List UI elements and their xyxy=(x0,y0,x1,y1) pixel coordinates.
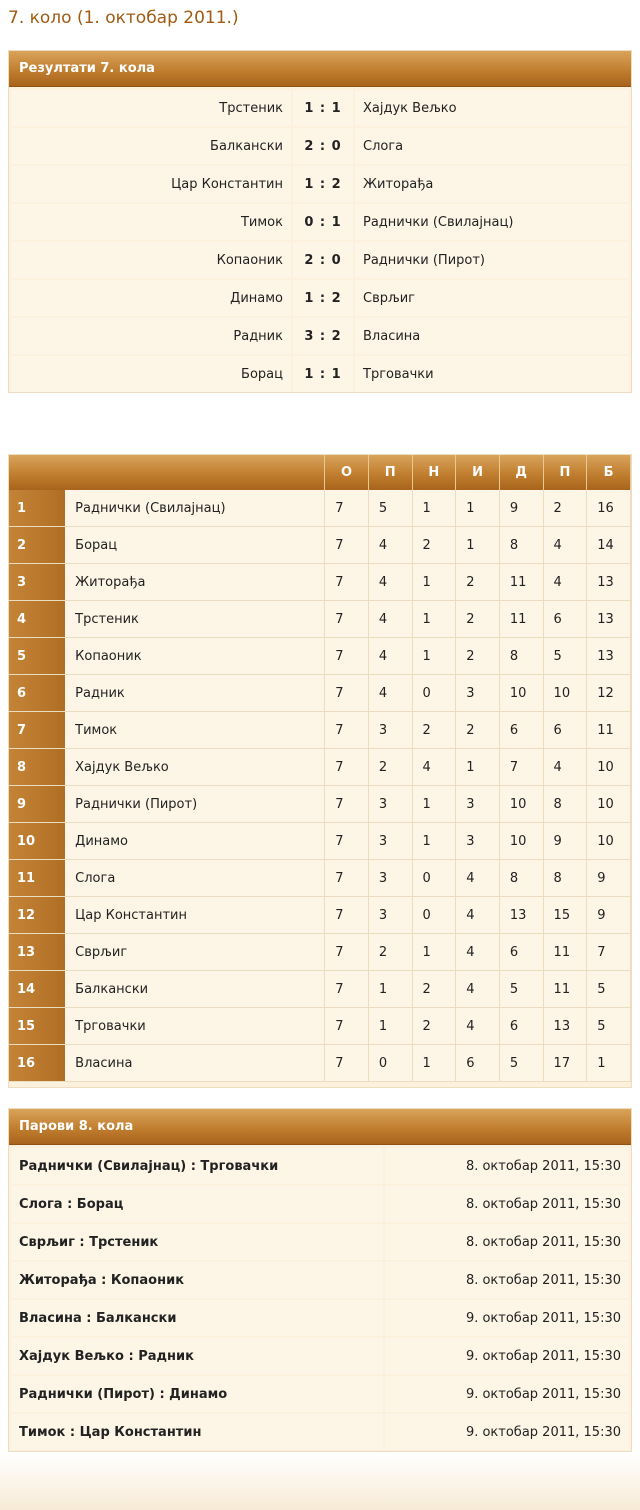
stat-cell: 7 xyxy=(325,1008,369,1045)
fixtures-panel xyxy=(8,1108,632,1452)
position-cell: 12 xyxy=(9,897,65,934)
stat-cell: 2 xyxy=(544,490,588,527)
match-score: 2 : 0 xyxy=(293,242,353,278)
position-cell: 8 xyxy=(9,749,65,786)
stat-cell: 4 xyxy=(413,749,457,786)
team-name: Тимок xyxy=(65,712,325,749)
stat-cell: 3 xyxy=(456,786,500,823)
standings-row xyxy=(9,490,631,527)
standings-column-header: Н xyxy=(413,455,457,490)
standings-row xyxy=(9,1045,631,1082)
stat-cell: 2 xyxy=(456,712,500,749)
away-team: Раднички (Свилајнац) xyxy=(355,204,629,240)
stat-cell: 4 xyxy=(369,601,413,638)
fixture-date: 9. октобар 2011, 15:30 xyxy=(385,1376,629,1412)
footer-gradient xyxy=(0,1452,640,1510)
stat-cell: 5 xyxy=(544,638,588,675)
match-score: 1 : 1 xyxy=(293,356,353,392)
stat-cell: 8 xyxy=(544,860,588,897)
stat-cell: 4 xyxy=(456,897,500,934)
stat-cell: 2 xyxy=(369,934,413,971)
standings-row xyxy=(9,749,631,786)
fixture-match: Власина : Балкански xyxy=(11,1300,383,1336)
stat-cell: 0 xyxy=(369,1045,413,1082)
stat-cell: 7 xyxy=(325,897,369,934)
match-score: 1 : 2 xyxy=(293,280,353,316)
stat-cell: 7 xyxy=(325,971,369,1008)
standings-row xyxy=(9,601,631,638)
team-name: Радник xyxy=(65,675,325,712)
fixture-match: Сврљиг : Трстеник xyxy=(11,1224,383,1260)
stat-cell: 9 xyxy=(544,823,588,860)
stat-cell: 4 xyxy=(456,860,500,897)
stat-cell: 10 xyxy=(587,823,631,860)
home-team: Борац xyxy=(11,356,291,392)
stat-cell: 7 xyxy=(325,749,369,786)
fixture-match: Раднички (Пирот) : Динамо xyxy=(11,1376,383,1412)
stat-cell: 3 xyxy=(369,860,413,897)
stat-cell: 1 xyxy=(413,490,457,527)
standings-header-blank xyxy=(9,455,325,490)
stat-cell: 4 xyxy=(369,527,413,564)
position-cell: 1 xyxy=(9,490,65,527)
stat-cell: 5 xyxy=(500,971,544,1008)
stat-cell: 7 xyxy=(500,749,544,786)
result-row xyxy=(11,128,629,164)
position-cell: 3 xyxy=(9,564,65,601)
stat-cell: 7 xyxy=(587,934,631,971)
position-cell: 13 xyxy=(9,934,65,971)
stat-cell: 0 xyxy=(413,897,457,934)
position-cell: 6 xyxy=(9,675,65,712)
fixture-date: 9. октобар 2011, 15:30 xyxy=(385,1414,629,1450)
fixture-match: Раднички (Свилајнац) : Трговачки xyxy=(11,1148,383,1184)
position-cell: 10 xyxy=(9,823,65,860)
stat-cell: 8 xyxy=(500,860,544,897)
team-name: Сврљиг xyxy=(65,934,325,971)
team-name: Трстеник xyxy=(65,601,325,638)
result-row xyxy=(11,280,629,316)
home-team: Балкански xyxy=(11,128,291,164)
stat-cell: 8 xyxy=(544,786,588,823)
stat-cell: 14 xyxy=(587,527,631,564)
team-name: Хајдук Вељко xyxy=(65,749,325,786)
home-team: Трстеник xyxy=(11,90,291,126)
stat-cell: 3 xyxy=(369,897,413,934)
stat-cell: 7 xyxy=(325,823,369,860)
stat-cell: 13 xyxy=(587,601,631,638)
fixture-match: Хајдук Вељко : Радник xyxy=(11,1338,383,1374)
stat-cell: 0 xyxy=(413,675,457,712)
stat-cell: 5 xyxy=(587,1008,631,1045)
stat-cell: 6 xyxy=(544,601,588,638)
stat-cell: 2 xyxy=(413,971,457,1008)
position-cell: 11 xyxy=(9,860,65,897)
fixture-date: 8. октобар 2011, 15:30 xyxy=(385,1224,629,1260)
standings-row xyxy=(9,934,631,971)
stat-cell: 13 xyxy=(587,564,631,601)
standings-column-header: И xyxy=(456,455,500,490)
stat-cell: 7 xyxy=(325,638,369,675)
stat-cell: 7 xyxy=(325,675,369,712)
match-score: 3 : 2 xyxy=(293,318,353,354)
standings-row xyxy=(9,971,631,1008)
stat-cell: 6 xyxy=(544,712,588,749)
away-team: Власина xyxy=(355,318,629,354)
stat-cell: 6 xyxy=(456,1045,500,1082)
away-team: Трговачки xyxy=(355,356,629,392)
stat-cell: 7 xyxy=(325,712,369,749)
stat-cell: 8 xyxy=(500,638,544,675)
standings-column-header: Д xyxy=(500,455,544,490)
stat-cell: 1 xyxy=(413,1045,457,1082)
team-name: Балкански xyxy=(65,971,325,1008)
stat-cell: 3 xyxy=(369,712,413,749)
stat-cell: 2 xyxy=(456,638,500,675)
away-team: Житорађа xyxy=(355,166,629,202)
stat-cell: 2 xyxy=(413,712,457,749)
stat-cell: 10 xyxy=(500,675,544,712)
stat-cell: 7 xyxy=(325,527,369,564)
result-row xyxy=(11,166,629,202)
result-row xyxy=(11,242,629,278)
stat-cell: 2 xyxy=(456,564,500,601)
position-cell: 7 xyxy=(9,712,65,749)
stat-cell: 7 xyxy=(325,564,369,601)
stat-cell: 1 xyxy=(456,749,500,786)
stat-cell: 4 xyxy=(456,1008,500,1045)
team-name: Цар Константин xyxy=(65,897,325,934)
standings-row xyxy=(9,638,631,675)
stat-cell: 6 xyxy=(500,1008,544,1045)
stat-cell: 1 xyxy=(369,1008,413,1045)
fixtures-table xyxy=(9,1146,631,1452)
stat-cell: 4 xyxy=(369,638,413,675)
stat-cell: 7 xyxy=(325,786,369,823)
stat-cell: 3 xyxy=(456,675,500,712)
stat-cell: 10 xyxy=(500,786,544,823)
stat-cell: 4 xyxy=(544,527,588,564)
stat-cell: 2 xyxy=(413,527,457,564)
fixture-date: 8. октобар 2011, 15:30 xyxy=(385,1262,629,1298)
away-team: Слога xyxy=(355,128,629,164)
team-name: Копаоник xyxy=(65,638,325,675)
stat-cell: 11 xyxy=(500,564,544,601)
match-score: 1 : 1 xyxy=(293,90,353,126)
standings-column-header: П xyxy=(369,455,413,490)
home-team: Динамо xyxy=(11,280,291,316)
standings-row xyxy=(9,527,631,564)
standings-row xyxy=(9,897,631,934)
away-team: Раднички (Пирот) xyxy=(355,242,629,278)
fixtures-header: Парови 8. кола xyxy=(9,1109,631,1145)
home-team: Тимок xyxy=(11,204,291,240)
standings-row xyxy=(9,860,631,897)
fixture-row xyxy=(11,1338,629,1374)
standings-panel xyxy=(8,454,632,1088)
results-panel xyxy=(8,50,632,393)
fixture-row xyxy=(11,1262,629,1298)
team-name: Динамо xyxy=(65,823,325,860)
stat-cell: 8 xyxy=(500,527,544,564)
stat-cell: 13 xyxy=(500,897,544,934)
stat-cell: 2 xyxy=(369,749,413,786)
position-cell: 9 xyxy=(9,786,65,823)
stat-cell: 4 xyxy=(456,971,500,1008)
fixture-row xyxy=(11,1224,629,1260)
stat-cell: 9 xyxy=(587,897,631,934)
stat-cell: 16 xyxy=(587,490,631,527)
stat-cell: 0 xyxy=(413,860,457,897)
stat-cell: 11 xyxy=(544,934,588,971)
stat-cell: 1 xyxy=(413,638,457,675)
fixture-date: 8. октобар 2011, 15:30 xyxy=(385,1148,629,1184)
stat-cell: 1 xyxy=(456,527,500,564)
stat-cell: 11 xyxy=(500,601,544,638)
stat-cell: 3 xyxy=(369,786,413,823)
stat-cell: 5 xyxy=(500,1045,544,1082)
stat-cell: 13 xyxy=(587,638,631,675)
stat-cell: 7 xyxy=(325,490,369,527)
result-row xyxy=(11,90,629,126)
stat-cell: 2 xyxy=(413,1008,457,1045)
stat-cell: 9 xyxy=(587,860,631,897)
position-cell: 2 xyxy=(9,527,65,564)
position-cell: 5 xyxy=(9,638,65,675)
standings-row xyxy=(9,823,631,860)
standings-row xyxy=(9,675,631,712)
stat-cell: 11 xyxy=(587,712,631,749)
stat-cell: 10 xyxy=(500,823,544,860)
stat-cell: 1 xyxy=(413,786,457,823)
match-score: 2 : 0 xyxy=(293,128,353,164)
stat-cell: 10 xyxy=(587,749,631,786)
fixture-match: Тимок : Цар Константин xyxy=(11,1414,383,1450)
away-team: Сврљиг xyxy=(355,280,629,316)
stat-cell: 7 xyxy=(325,860,369,897)
stat-cell: 17 xyxy=(544,1045,588,1082)
stat-cell: 7 xyxy=(325,601,369,638)
team-name: Власина xyxy=(65,1045,325,1082)
stat-cell: 1 xyxy=(413,601,457,638)
fixture-match: Житорађа : Копаоник xyxy=(11,1262,383,1298)
team-name: Борац xyxy=(65,527,325,564)
fixture-date: 8. октобар 2011, 15:30 xyxy=(385,1186,629,1222)
standings-row xyxy=(9,564,631,601)
stat-cell: 11 xyxy=(544,971,588,1008)
position-cell: 14 xyxy=(9,971,65,1008)
standings-row xyxy=(9,786,631,823)
stat-cell: 1 xyxy=(369,971,413,1008)
match-score: 1 : 2 xyxy=(293,166,353,202)
standings-column-header: Б xyxy=(587,455,631,490)
team-name: Житорађа xyxy=(65,564,325,601)
stat-cell: 4 xyxy=(369,564,413,601)
stat-cell: 7 xyxy=(325,934,369,971)
standings-column-header: О xyxy=(325,455,369,490)
position-cell: 16 xyxy=(9,1045,65,1082)
fixture-date: 9. октобар 2011, 15:30 xyxy=(385,1338,629,1374)
stat-cell: 3 xyxy=(369,823,413,860)
team-name: Раднички (Свилајнац) xyxy=(65,490,325,527)
stat-cell: 1 xyxy=(413,564,457,601)
standings-column-header: П xyxy=(544,455,588,490)
result-row xyxy=(11,318,629,354)
stat-cell: 4 xyxy=(544,564,588,601)
home-team: Цар Константин xyxy=(11,166,291,202)
stat-cell: 1 xyxy=(413,934,457,971)
stat-cell: 6 xyxy=(500,712,544,749)
home-team: Радник xyxy=(11,318,291,354)
team-name: Трговачки xyxy=(65,1008,325,1045)
stat-cell: 6 xyxy=(500,934,544,971)
stat-cell: 15 xyxy=(544,897,588,934)
stat-cell: 1 xyxy=(413,823,457,860)
stat-cell: 3 xyxy=(456,823,500,860)
result-row xyxy=(11,356,629,392)
stat-cell: 9 xyxy=(500,490,544,527)
stat-cell: 7 xyxy=(325,1045,369,1082)
results-table xyxy=(9,88,631,394)
stat-cell: 4 xyxy=(369,675,413,712)
stat-cell: 1 xyxy=(456,490,500,527)
stat-cell: 4 xyxy=(456,934,500,971)
match-score: 0 : 1 xyxy=(293,204,353,240)
standings-row xyxy=(9,1008,631,1045)
team-name: Слога xyxy=(65,860,325,897)
fixture-date: 9. октобар 2011, 15:30 xyxy=(385,1300,629,1336)
stat-cell: 5 xyxy=(369,490,413,527)
page-title: 7. коло (1. октобар 2011.) xyxy=(8,8,239,28)
fixture-row xyxy=(11,1414,629,1450)
fixture-row xyxy=(11,1376,629,1412)
team-name: Раднички (Пирот) xyxy=(65,786,325,823)
fixture-row xyxy=(11,1148,629,1184)
stat-cell: 5 xyxy=(587,971,631,1008)
position-cell: 15 xyxy=(9,1008,65,1045)
standings-row xyxy=(9,712,631,749)
away-team: Хајдук Вељко xyxy=(355,90,629,126)
results-header: Резултати 7. кола xyxy=(9,51,631,87)
stat-cell: 12 xyxy=(587,675,631,712)
stat-cell: 13 xyxy=(544,1008,588,1045)
position-cell: 4 xyxy=(9,601,65,638)
fixture-row xyxy=(11,1300,629,1336)
standings-table xyxy=(9,455,631,1082)
stat-cell: 10 xyxy=(587,786,631,823)
stat-cell: 4 xyxy=(544,749,588,786)
stat-cell: 2 xyxy=(456,601,500,638)
fixture-match: Слога : Борац xyxy=(11,1186,383,1222)
stat-cell: 1 xyxy=(587,1045,631,1082)
stat-cell: 10 xyxy=(544,675,588,712)
fixture-row xyxy=(11,1186,629,1222)
home-team: Копаоник xyxy=(11,242,291,278)
result-row xyxy=(11,204,629,240)
